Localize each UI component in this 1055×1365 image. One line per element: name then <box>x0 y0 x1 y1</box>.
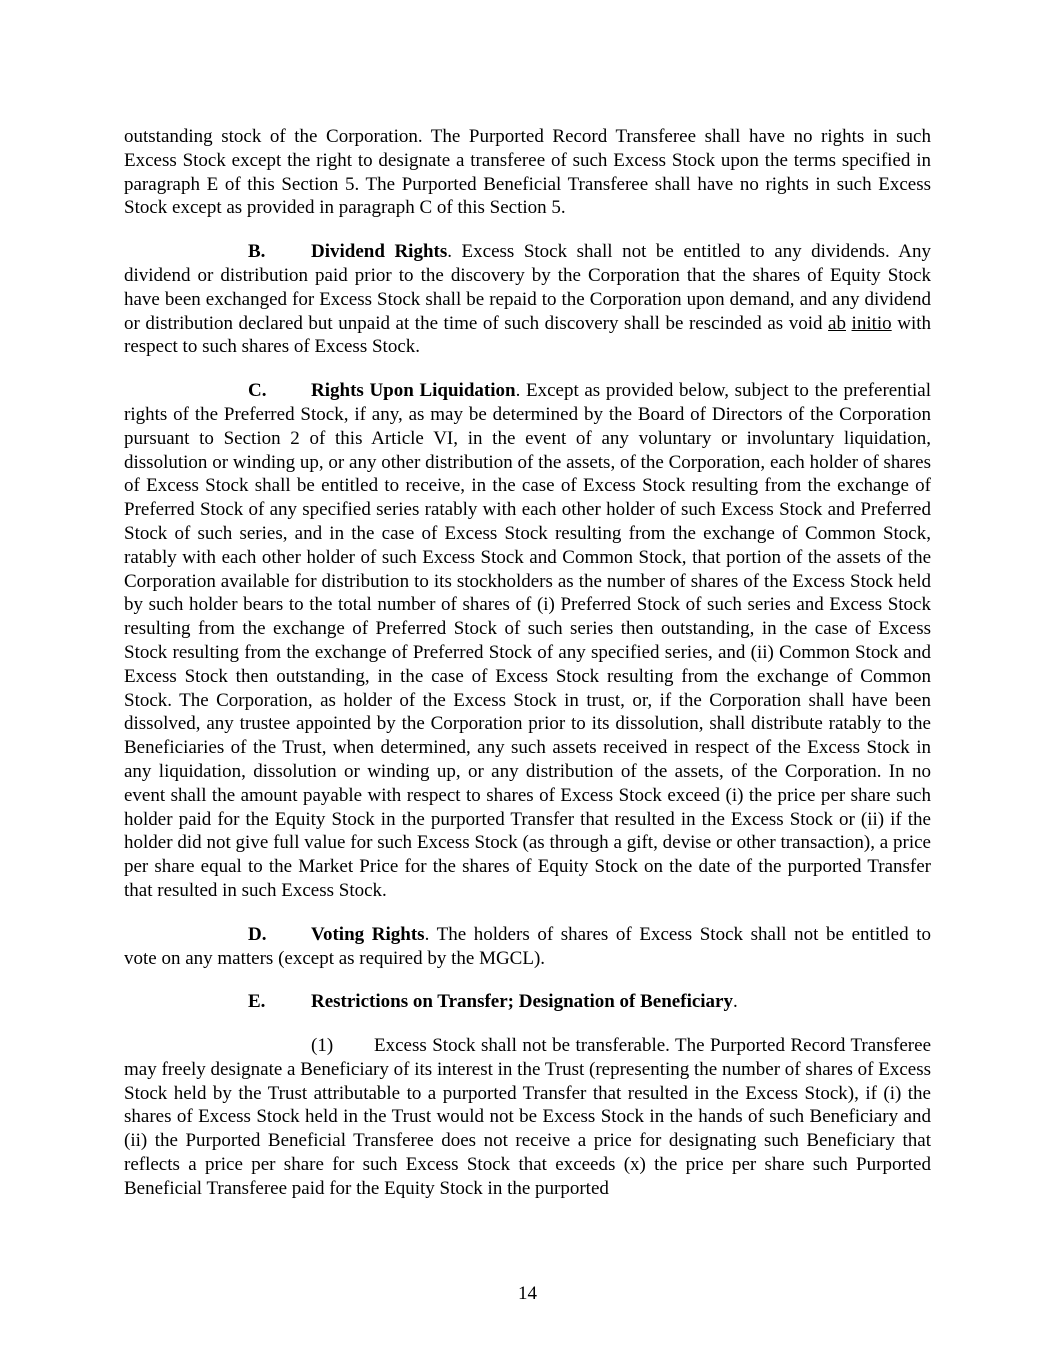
section-title: Restrictions on Transfer; Designation of Beneficiary <box>311 991 733 1013</box>
section-b-paragraph <box>124 240 931 359</box>
section-d-paragraph <box>124 923 931 971</box>
section-title: Dividend Rights <box>311 241 448 263</box>
paragraph-text: Excess Stock shall not be transferable. The Purported Record Transferee may freely designate a Beneficiary of its interest in the Trust (representing the number of shares of Excess Stock held by the Trust attributable to a purported Transfer that resulted in the Excess Stock), if (i) the shares of Excess Stock held in the Trust would not be Excess Stock in the hands of such Beneficiary and (ii) the Purported Beneficial Transferee does not receive a price for designating such Beneficiary that reflects a price per share for such Excess Stock that exceeds (x) the price per share such Purported Beneficial Transferee paid for the Equity Stock in the purported <box>124 1035 931 1199</box>
section-letter: C. <box>248 380 267 402</box>
section-letter: D. <box>248 923 267 945</box>
paragraph-a-continuation <box>124 125 931 220</box>
document-page <box>124 125 931 1221</box>
subsection-1-paragraph <box>124 1034 931 1201</box>
underlined-term: initio <box>851 312 892 334</box>
heading-period: . <box>733 991 738 1013</box>
paragraph-text: . Excess Stock shall not be entitled to any dividends. Any dividend or distribution paid prior to the discovery by the Corporation that the shares of Equity Stock have been exchanged for Excess Stock shall be repaid to the Corporation upon demand, and any dividend or distribution declared but unpaid at the time of such discovery shall be rescinded as void <box>124 241 932 334</box>
paragraph-text: . The holders of shares of Excess Stock shall not be entitled to vote on any matters (except as required by the MGCL). <box>124 923 931 969</box>
section-letter: B. <box>248 241 266 263</box>
paragraph-text: with respect to such shares of Excess Stock. <box>124 312 932 358</box>
section-title: Voting Rights <box>311 923 425 945</box>
page-number: 14 <box>518 1283 537 1304</box>
underlined-term: ab <box>828 312 846 334</box>
paragraph-text: . Except as provided below, subject to the preferential rights of the Preferred Stock, if any, as may be determined by the Board of Directors of the Corporation pursuant to Section 2 of this Article VI, in the event of any voluntary or involuntary liquidation, dissolution or winding up, or any other distribution of the assets, of the Corporation, each holder of shares of Excess Stock shall be entitled to receive, in the case of Excess Stock resulting from the exchange of Preferred Stock of any specified series ratably with each other holder of such Excess Stock and Preferred Stock of such series, and in the case of Excess Stock resulting from the exchange of Common Stock, ratably with each other holder of such Excess Stock and Common Stock, that portion of the assets of the Corporation available for distribution to its stockholders as the number of shares of the Excess Stock held by such holder bears to the total number of shares of (i) Preferred Stock of such series and Excess Stock resulting from the exchange of Preferred Stock of such series then outstanding, in the case of Excess Stock resulting from the exchange of Preferred Stock of any specified series, and (ii) Common Stock and Excess Stock then outstanding, in the case of Excess Stock resulting from the exchange of Common Stock. The Corporation, as holder of the Excess Stock in trust, or, if the Corporation shall have been dissolved, any trustee appointed by the Corporation prior to its dissolution, shall distribute ratably to the Beneficiaries of the Trust, when determined, any such assets received in respect of the Excess Stock in any liquidation, dissolution or winding up, or any distribution of the assets, of the Corporation. In no event shall the amount payable with respect to shares of Excess Stock exceed (i) the price per share such holder paid for the Equity Stock in the purported Transfer that resulted in the Excess Stock or (ii) if the holder did not give full value for such Excess Stock (as through a gift, devise or other transaction), a price per share equal to the Market Price for the shares of Equity Stock on the date of the purported Transfer that resulted in such Excess Stock. <box>124 380 931 901</box>
section-e-heading <box>124 990 931 1014</box>
paragraph-text: outstanding stock of the Corporation. The Purported Record Transferee shall have no rights in such Excess Stock except the right to designate a transferee of such Excess Stock upon the terms specified in paragraph E of this Section 5. The Purported Beneficial Transferee shall have no rights in such Excess Stock except as provided in paragraph C of this Section 5. <box>124 126 931 219</box>
section-c-paragraph <box>124 379 931 903</box>
section-title: Rights Upon Liquidation <box>311 380 516 402</box>
section-letter: E. <box>248 991 266 1013</box>
subsection-number: (1) <box>311 1035 334 1057</box>
